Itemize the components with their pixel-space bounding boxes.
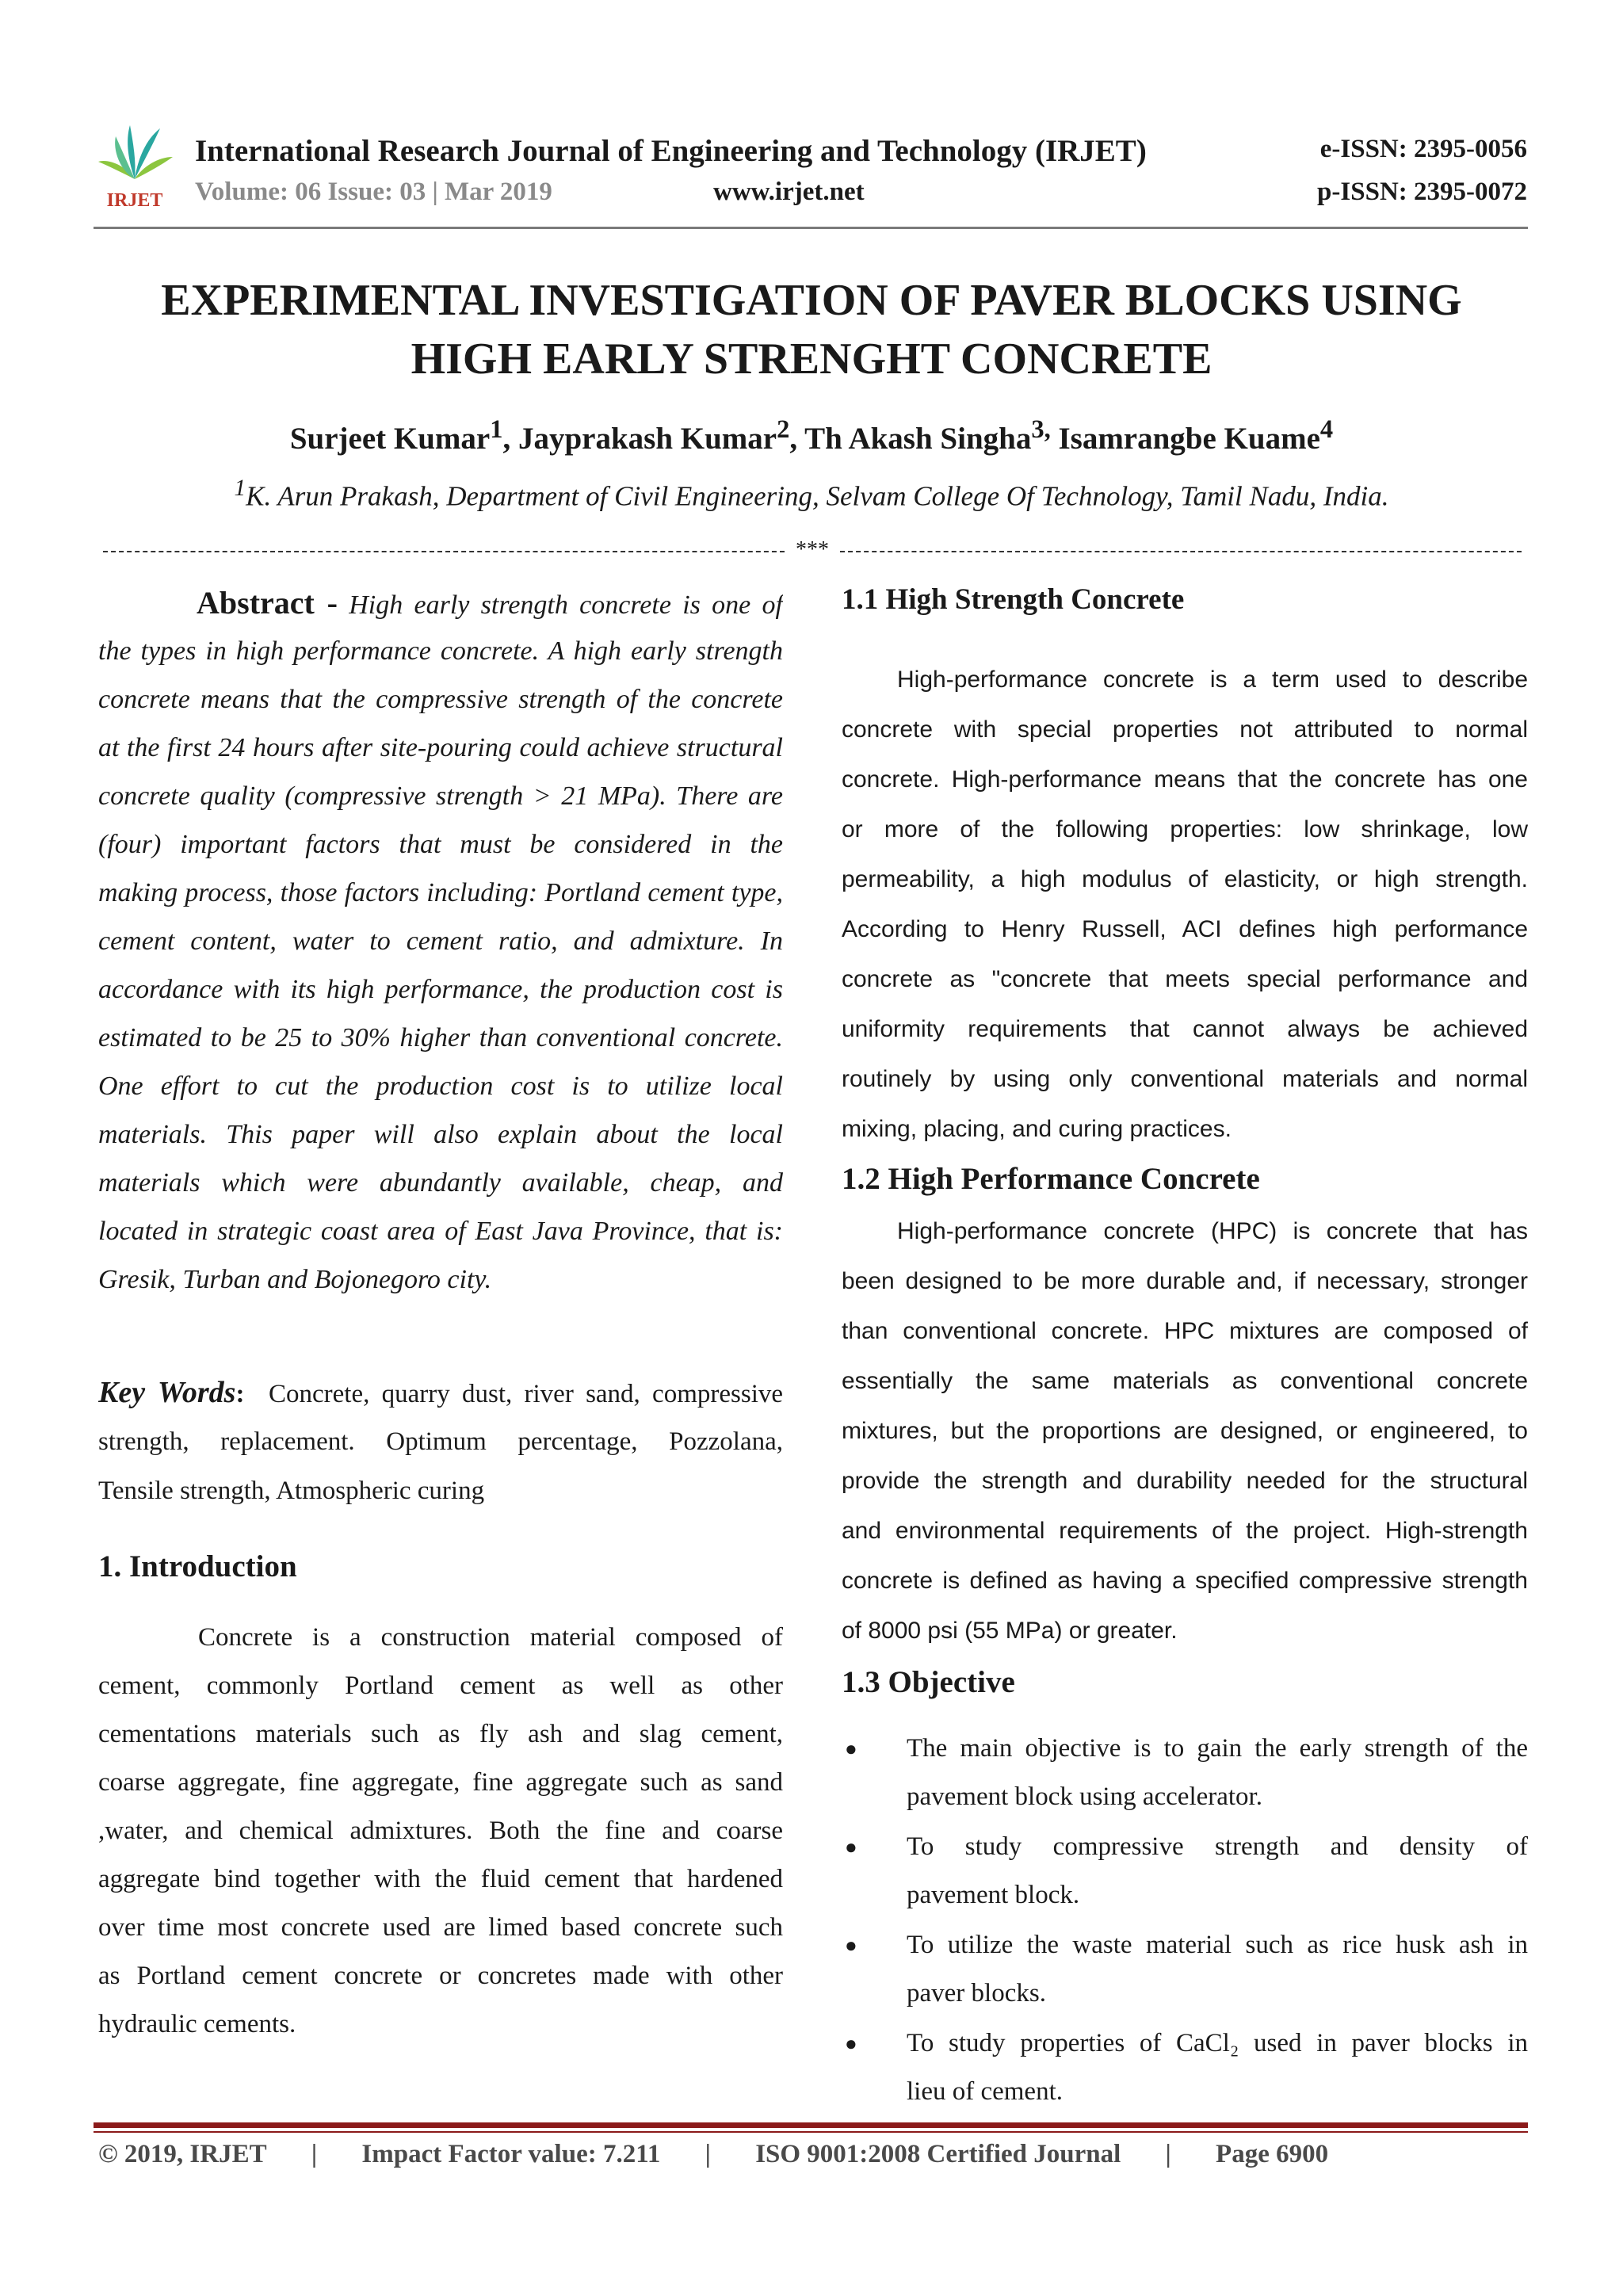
abstract-line: cement content, water to cement ratio, and admixture. In xyxy=(98,926,783,956)
abstract-line: materials which were abundantly available, cheap, and xyxy=(98,1168,783,1198)
hsc-line: permeability, a high modulus of elasticity, or high strength. xyxy=(842,866,1528,892)
footer-divider: | xyxy=(1165,2140,1171,2168)
abstract-label: Abstract - xyxy=(197,585,338,621)
introduction-body xyxy=(98,1614,783,2049)
objective-line: paver blocks. xyxy=(907,1979,1046,2008)
keywords xyxy=(98,1368,783,1515)
objective-list xyxy=(842,1725,1528,2118)
journal-title: International Research Journal of Engineering and Technology (IRJET) xyxy=(195,134,1147,168)
keywords-colon: : xyxy=(235,1380,245,1408)
footer-page: Page 6900 xyxy=(1216,2140,1329,2168)
author-name: Isamrangbe Kuame xyxy=(1058,422,1320,456)
intro-line: ,water, and chemical admixtures. Both the fine and coarse xyxy=(98,1817,783,1845)
objective-line: To study compressive strength and density of xyxy=(907,1832,1528,1861)
intro-line: cementations materials such as fly ash and slag cement, xyxy=(98,1720,783,1748)
author-sup: 1 xyxy=(490,415,503,444)
hsc-line: or more of the following properties: low shrinkage, low xyxy=(842,816,1528,842)
intro-line: Concrete is a construction material composed of xyxy=(198,1623,783,1652)
objective-item xyxy=(842,1725,1528,1821)
hpc-line: and environmental requirements of the project. High-strength xyxy=(842,1518,1528,1544)
author-list: Surjeet Kumar$^1$, Jayprakash Kumar$^2$, Th Akash Singha$^{3,}$ Isamrangbe Kuame$^4$ xyxy=(289,415,1334,456)
abstract-line: Gresik, Turban and Bojonegoro city. xyxy=(98,1265,492,1294)
abstract-line: High early strength concrete is one of xyxy=(349,590,783,620)
objective-item xyxy=(842,1921,1528,2018)
p-issn: p-ISSN: 2395-0072 xyxy=(1317,178,1527,206)
affiliation-text: K. Arun Prakash, Department of Civil Engineering, Selvam College Of Technology, Tamil Nadu, India. xyxy=(246,480,1389,512)
hsc-line: concrete. High-performance means that the concrete has one xyxy=(842,766,1528,793)
header-divider xyxy=(94,227,1528,229)
title-line-1: EXPERIMENTAL INVESTIGATION OF PAVER BLOCKS USING xyxy=(161,276,1462,325)
high-strength-heading: 1.1 High Strength Concrete xyxy=(842,583,1185,616)
author-sup: 2 xyxy=(777,415,790,444)
abstract xyxy=(98,579,783,1304)
author-sup: 3, xyxy=(1031,415,1051,444)
irjet-logo xyxy=(94,117,177,212)
intro-line: as Portland cement concrete or concretes made with other xyxy=(98,1962,783,1990)
abstract-line: concrete means that the compressive strength of the concrete xyxy=(98,685,783,714)
hpc-line: been designed to be more durable and, if necessary, stronger xyxy=(842,1268,1528,1294)
logo-text: IRJET xyxy=(106,190,163,211)
objective-item xyxy=(842,1823,1528,1920)
e-issn: e-ISSN: 2395-0056 xyxy=(1319,135,1527,163)
objective-line: To study properties of CaCl₂ used in paver blocks in xyxy=(907,2029,1528,2057)
high-performance-body xyxy=(842,1206,1528,1656)
objective-line: pavement block. xyxy=(907,1881,1080,1909)
keywords-line: Tensile strength, Atmospheric curing xyxy=(98,1477,485,1505)
hpc-line: than conventional concrete. HPC mixtures are composed of xyxy=(842,1318,1528,1344)
abstract-line: located in strategic coast area of East Java Province, that is: xyxy=(98,1217,783,1246)
hsc-line: uniformity requirements that cannot always be achieved xyxy=(842,1016,1528,1042)
hpc-line: of 8000 psi (55 MPa) or greater. xyxy=(842,1618,1178,1644)
abstract-line: (four) important factors that must be considered in the xyxy=(98,830,783,859)
author-name: Jayprakash Kumar xyxy=(517,422,777,456)
hpc-line: concrete is defined as having a specified compressive strength xyxy=(842,1568,1528,1594)
objective-line: To utilize the waste material such as rice husk ash in xyxy=(907,1931,1528,1959)
author-sup: 4 xyxy=(1319,415,1334,444)
intro-line: cement, commonly Portland cement as well as other xyxy=(98,1671,783,1700)
affiliation xyxy=(119,476,1504,513)
volume-info: Volume: 06 Issue: 03 | Mar 2019 xyxy=(195,178,552,206)
hsc-line: concrete as "concrete that meets special performance and xyxy=(842,966,1528,992)
intro-line: aggregate bind together with the fluid cement that hardened xyxy=(98,1865,783,1893)
abstract-line: accordance with its high performance, the production cost is xyxy=(98,975,783,1004)
intro-line: over time most concrete used are limed based concrete such xyxy=(98,1913,783,1942)
abstract-line: concrete quality (compressive strength > 21 MPa). There are xyxy=(98,781,783,811)
footer-iso: ISO 9001:2008 Certified Journal xyxy=(755,2140,1121,2168)
high-strength-body xyxy=(842,655,1528,1154)
bullet-icon: ● xyxy=(845,2032,857,2055)
title-line-2: HIGH EARLY STRENGHT CONCRETE xyxy=(411,334,1212,384)
abstract-line: the types in high performance concrete. A high early strength xyxy=(98,636,783,666)
abstract-line: making process, those factors including: Portland cement type, xyxy=(98,878,783,907)
intro-line: coarse aggregate, fine aggregate, fine aggregate such as sand xyxy=(98,1768,783,1797)
footer-copyright: © 2019, IRJET xyxy=(98,2140,267,2168)
hpc-line: provide the strength and durability needed for the structural xyxy=(842,1468,1528,1494)
footer xyxy=(98,2140,1328,2169)
abstract-line: materials. This paper will also explain about the local xyxy=(98,1120,783,1149)
bullet-icon: ● xyxy=(845,1737,857,1760)
hsc-line: concrete with special properties not attributed to normal xyxy=(842,716,1528,743)
footer-impact-factor: Impact Factor value: 7.211 xyxy=(361,2140,661,2168)
hsc-line: High-performance concrete is a term used to describe xyxy=(897,667,1528,693)
footer-divider: | xyxy=(705,2140,711,2168)
objective-line: lieu of cement. xyxy=(907,2077,1064,2106)
objective-item xyxy=(842,2019,1528,2116)
section-separator xyxy=(103,537,1522,562)
footer-rule-thin xyxy=(94,2131,1528,2133)
logo-leaves xyxy=(98,125,173,179)
abstract-line: estimated to be 25 to 30% higher than conventional concrete. xyxy=(98,1023,783,1052)
journal-website[interactable]: www.irjet.net xyxy=(713,178,865,206)
keywords-line: Concrete, quarry dust, river sand, compressive xyxy=(268,1380,783,1408)
bullet-icon: ● xyxy=(845,1836,857,1859)
abstract-line: One effort to cut the production cost is to utilize local xyxy=(98,1072,783,1101)
paper-title xyxy=(119,271,1504,388)
hpc-line: essentially the same materials as conventional concrete xyxy=(842,1368,1528,1394)
separator-dash-right xyxy=(840,551,1522,552)
hpc-line: High-performance concrete (HPC) is concrete that has xyxy=(897,1218,1528,1244)
keywords-label: Key Words xyxy=(98,1376,236,1409)
high-performance-heading: 1.2 High Performance Concrete xyxy=(842,1162,1260,1196)
intro-line: hydraulic cements. xyxy=(98,2010,296,2038)
bullet-icon: ● xyxy=(845,1934,857,1957)
keywords-line: strength, replacement. Optimum percentage, Pozzolana, xyxy=(98,1427,783,1456)
separator-stars: *** xyxy=(792,537,832,563)
abstract-line: at the first 24 hours after site-pouring could achieve structural xyxy=(98,733,783,762)
footer-rule-thick xyxy=(94,2122,1528,2128)
hsc-line: mixing, placing, and curing practices. xyxy=(842,1116,1232,1142)
objective-line: The main objective is to gain the early strength of the xyxy=(907,1734,1528,1763)
author-name: Th Akash Singha xyxy=(804,422,1032,456)
objective-line: pavement block using accelerator. xyxy=(907,1782,1262,1811)
hsc-line: According to Henry Russell, ACI defines high performance xyxy=(842,916,1528,942)
footer-divider: | xyxy=(311,2140,318,2168)
separator-dash-left xyxy=(103,551,785,552)
hsc-line: routinely by using only conventional materials and normal xyxy=(842,1066,1528,1092)
objective-heading: 1.3 Objective xyxy=(842,1665,1015,1699)
introduction-heading: 1. Introduction xyxy=(98,1549,297,1584)
author-name: Surjeet Kumar xyxy=(289,422,491,456)
hpc-line: mixtures, but the proportions are designed, or engineered, to xyxy=(842,1418,1528,1444)
affiliation-sup: 1 xyxy=(234,476,246,501)
